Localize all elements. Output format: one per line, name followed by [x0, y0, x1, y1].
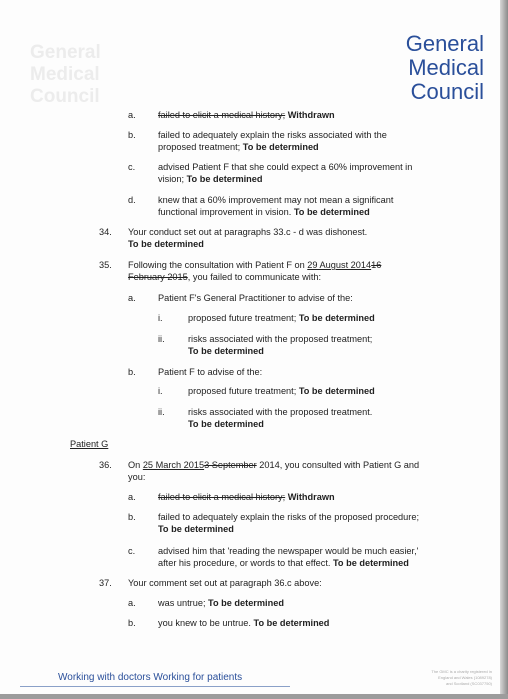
item-label: d. — [128, 195, 136, 205]
paragraph-35-line1: Following the consultation with Patient F on 29 August 201416 — [128, 260, 382, 270]
footer-rule — [20, 686, 290, 687]
item-36c-line1: advised him that 'reading the newspaper would be much easier,' — [158, 546, 419, 556]
paragraph-number: 35. — [99, 260, 112, 270]
item-33d-line2: functional improvement in vision. To be determined — [158, 207, 370, 217]
paragraph-number: 37. — [99, 578, 112, 588]
item-label: a. — [128, 110, 136, 120]
item-36b-line1: failed to adequately explain the risks of the proposed procedure; — [158, 512, 419, 522]
item-label: c. — [128, 546, 136, 556]
paragraph-36-line2: you: — [128, 472, 146, 482]
logo-line-3: Council — [410, 79, 484, 104]
paragraph-35-line2: February 2015, you failed to communicate with: — [128, 272, 322, 282]
item-33d-line1: knew that a 60% improvement may not mean a significant — [158, 195, 394, 205]
item-33c-line2: vision; To be determined — [158, 174, 263, 184]
item-label: i. — [158, 313, 163, 323]
item-33b-line1: failed to adequately explain the risks associated with the — [158, 130, 387, 140]
item-35a-ii-line2: To be determined — [188, 346, 264, 356]
item-37a: was untrue; To be determined — [158, 598, 284, 608]
item-label: a. — [128, 492, 136, 502]
item-label: i. — [158, 386, 163, 396]
gmc-logo — [406, 32, 484, 104]
bleed-through-logo: General Medical Council — [30, 42, 101, 107]
paragraph-number: 34. — [99, 227, 112, 237]
item-label: a. — [128, 598, 136, 608]
item-label: ii. — [158, 407, 165, 417]
paragraph-number: 36. — [99, 460, 112, 470]
item-35a-i: proposed future treatment; To be determined — [188, 313, 375, 323]
item-33c-line1: advised Patient F that she could expect a 60% improvement in — [158, 162, 413, 172]
item-35b-ii-line2: To be determined — [188, 419, 264, 429]
item-label: b. — [128, 367, 136, 377]
item-35b-ii-line1: risks associated with the proposed treatment. — [188, 407, 373, 417]
item-36c-line2: after his procedure, or words to that effect. To be determined — [158, 558, 409, 568]
paragraph-37: Your comment set out at paragraph 36.c above: — [128, 578, 322, 588]
item-37b: you knew to be untrue. To be determined — [158, 618, 330, 628]
item-36a: failed to elicit a medical history; Withdrawn — [158, 492, 335, 502]
item-35a-ii-line1: risks associated with the proposed treatment; — [188, 334, 373, 344]
item-36b-line2: To be determined — [158, 524, 234, 534]
paragraph-34-line2: To be determined — [128, 239, 204, 249]
item-label: b. — [128, 618, 136, 628]
paragraph-36-line1: On 25 March 20153 September 2014, you consulted with Patient G and — [128, 460, 420, 470]
logo-line-2: Medical — [408, 55, 484, 80]
item-label: c. — [128, 162, 136, 172]
item-label: b. — [128, 130, 136, 140]
logo-line-1: General — [405, 31, 484, 56]
item-35b-i: proposed future treatment; To be determined — [188, 386, 375, 396]
item-35b: Patient F to advise of the: — [158, 367, 263, 377]
paragraph-34-line1: Your conduct set out at paragraphs 33.c - d was dishonest. — [128, 227, 368, 237]
item-35a: Patient F's General Practitioner to advise of the: — [158, 293, 353, 303]
footer-tagline: Working with doctors Working for patients — [58, 672, 243, 683]
item-label: ii. — [158, 334, 165, 344]
scan-edge-bottom — [0, 694, 508, 699]
item-label: b. — [128, 512, 136, 522]
scan-edge-right — [500, 0, 508, 699]
footer-charity-note: The GMC is a charity registered in England and Wales (1089278) and Scotland (SC037750) — [431, 669, 492, 686]
item-33b-line2: proposed treatment; To be determined — [158, 142, 319, 152]
item-label: a. — [128, 293, 136, 303]
item-33a: failed to elicit a medical history; Withdrawn — [158, 110, 335, 120]
section-heading-patient-g: Patient G — [70, 439, 109, 449]
